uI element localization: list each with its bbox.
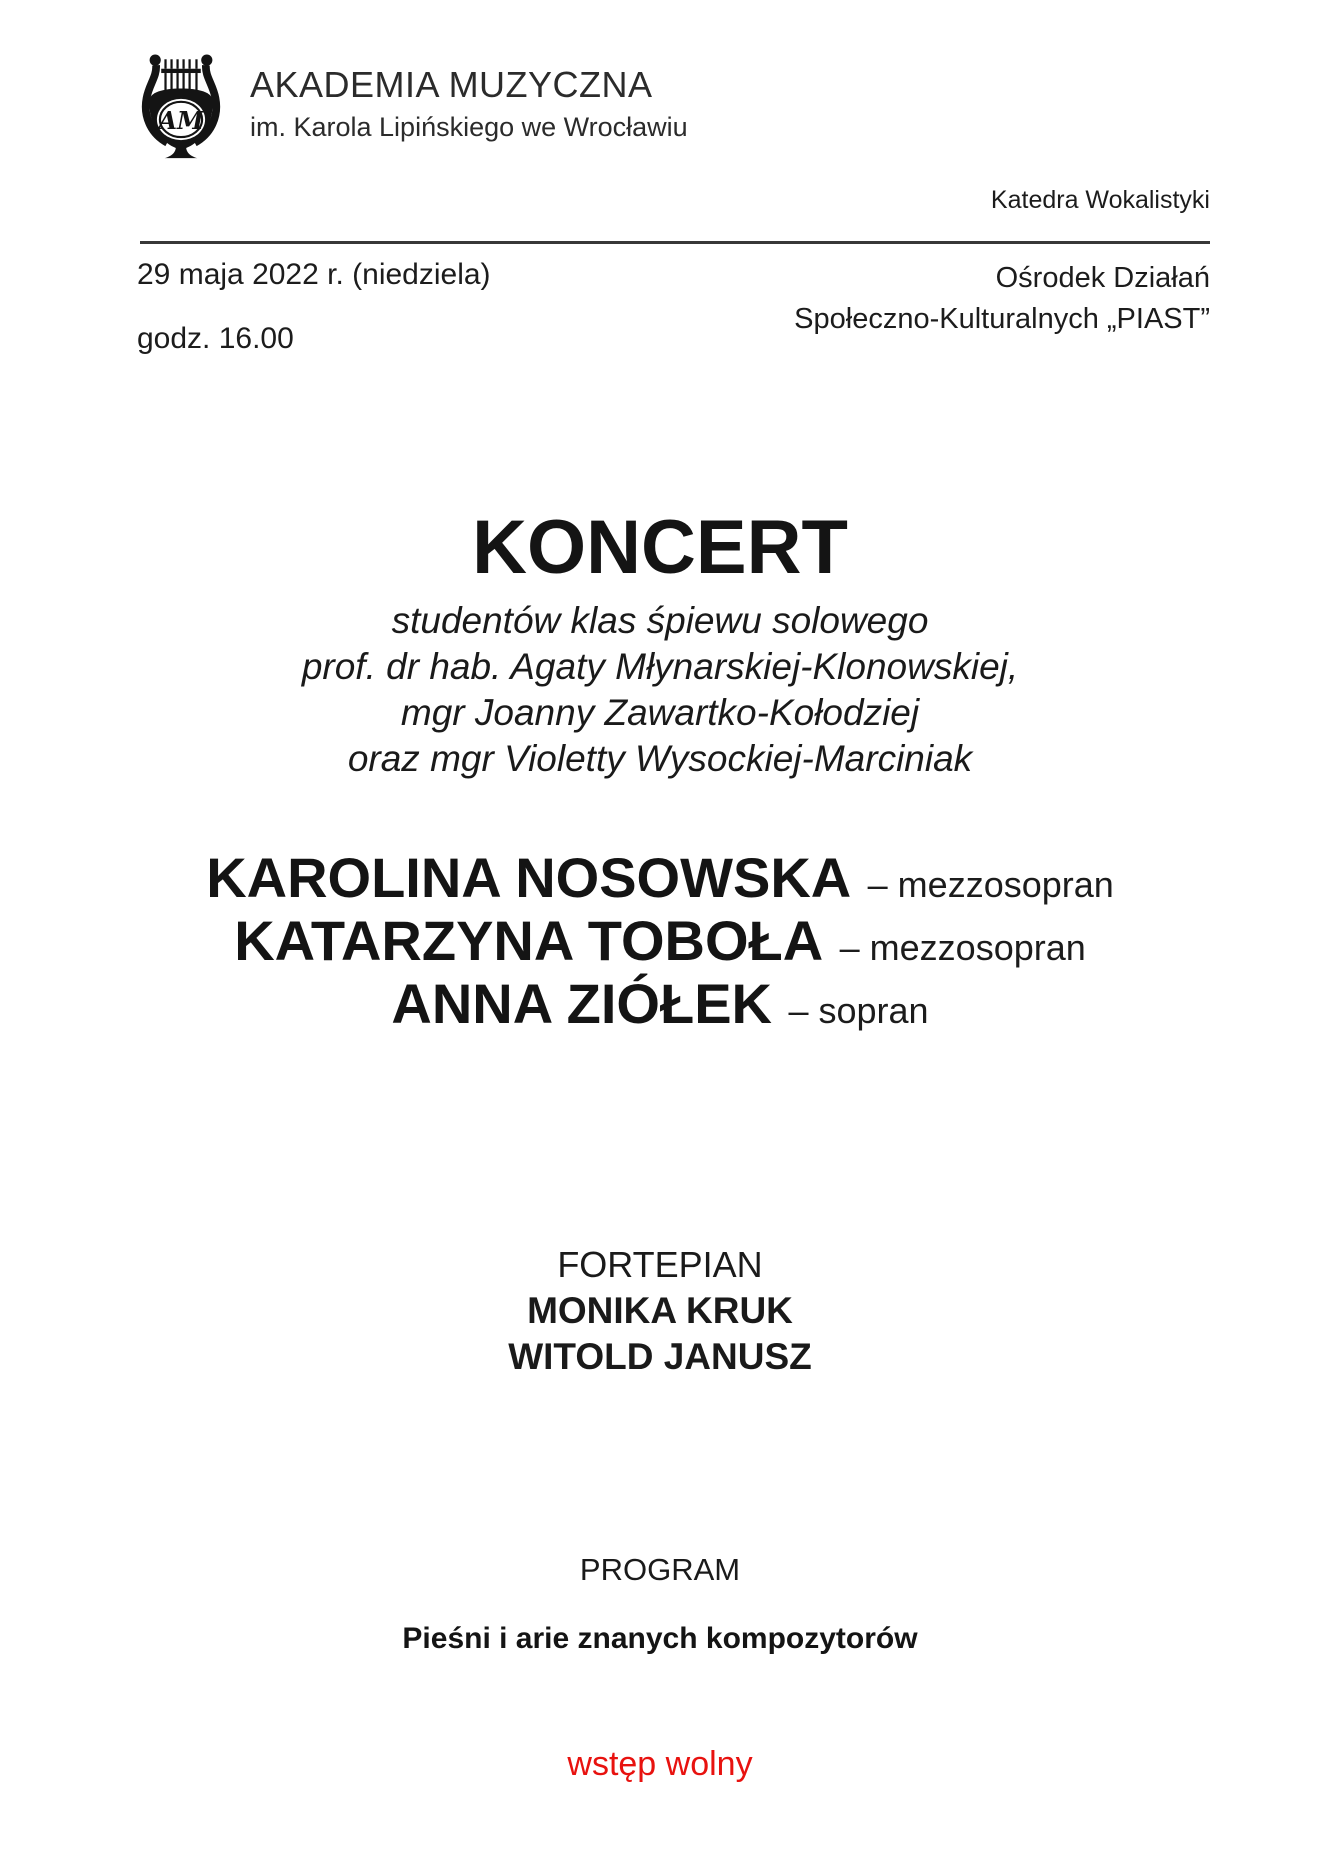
performer-row (0, 909, 1320, 972)
subtitle-line: prof. dr hab. Agaty Młynarskiej-Klonowskiej, (301, 646, 1019, 687)
pianist-name: WITOLD JANUSZ (508, 1336, 812, 1377)
page-title: KONCERT (472, 505, 848, 590)
performer-voice: – sopran (788, 990, 929, 1031)
venue-line-2: Społeczno-Kulturalnych „PIAST” (794, 303, 1210, 335)
logo-monogram: AM (158, 105, 204, 135)
event-venue (794, 258, 1210, 340)
department-label: Katedra Wokalistyki (990, 186, 1210, 214)
performer-voice: – mezzosopran (867, 864, 1114, 905)
piano-section (0, 1242, 1320, 1380)
performers-list (0, 846, 1320, 1035)
pianist-name: MONIKA KRUK (527, 1290, 793, 1331)
org-subtitle: im. Karola Lipińskiego we Wrocławiu (250, 112, 688, 142)
subtitle-line: oraz mgr Violetty Wysockiej-Marciniak (347, 738, 973, 779)
lyre-logo-icon (138, 48, 224, 160)
header-divider (140, 241, 1210, 244)
event-time: godz. 16.00 (137, 322, 294, 355)
event-date: 29 maja 2022 r. (niedziela) (137, 258, 491, 291)
program-description: Pieśni i arie znanych kompozytorów (402, 1622, 918, 1655)
admission-note: wstęp wolny (567, 1745, 753, 1783)
venue-line-1: Ośrodek Działań (995, 262, 1210, 294)
subtitle-line: mgr Joanny Zawartko-Kołodziej (400, 692, 920, 733)
performer-row (0, 846, 1320, 909)
program-heading: PROGRAM (579, 1552, 741, 1587)
subtitle-line: studentów klas śpiewu solowego (391, 600, 929, 641)
event-datetime (137, 258, 491, 356)
org-header (250, 64, 688, 143)
performer-voice: – mezzosopran (839, 927, 1086, 968)
performer-name: KATARZYNA TOBOŁA (234, 909, 824, 972)
org-name: AKADEMIA MUZYCZNA (250, 64, 653, 105)
performer-name: ANNA ZIÓŁEK (391, 972, 772, 1035)
piano-label: FORTEPIAN (557, 1244, 763, 1285)
performer-name: KAROLINA NOSOWSKA (206, 846, 852, 909)
performer-row (0, 972, 1320, 1035)
concert-subtitle (0, 598, 1320, 782)
